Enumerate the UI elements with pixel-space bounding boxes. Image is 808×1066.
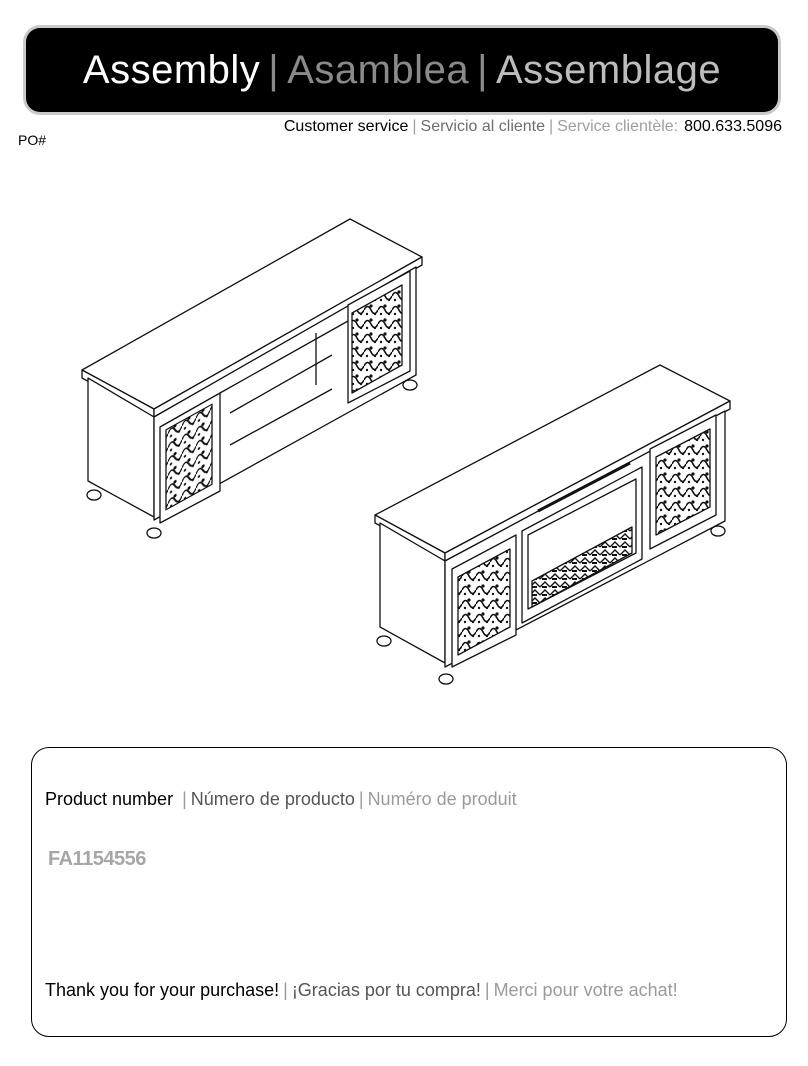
thanks-french: Merci pour votre achat! [493, 980, 678, 1000]
product-label-english: Product number [45, 789, 174, 809]
po-label: PO# [18, 132, 47, 148]
thank-you-line [45, 980, 678, 1001]
product-separator: | [358, 789, 364, 809]
page-title [83, 48, 721, 93]
service-label-french: Service clientèle: [557, 118, 679, 135]
title-separator: | [477, 47, 488, 92]
title-french: Assemblage [495, 47, 722, 92]
product-label-spanish: Número de producto [190, 789, 355, 809]
title-banner [26, 28, 778, 112]
service-separator: | [412, 118, 417, 135]
service-separator: | [549, 118, 554, 135]
fireplace-tv-stand-icon [375, 365, 730, 684]
service-label-spanish: Servicio al cliente [420, 118, 546, 135]
thanks-spanish: ¡Gracias por tu compra! [291, 980, 481, 1000]
title-english: Assembly [82, 47, 261, 92]
thanks-separator: | [283, 980, 288, 1000]
product-illustration [70, 205, 750, 705]
thanks-english: Thank you for your purchase! [45, 980, 280, 1000]
product-number-label [45, 789, 517, 810]
title-separator: | [268, 47, 280, 92]
product-separator: | [182, 789, 187, 809]
thanks-separator: | [484, 980, 490, 1000]
tv-stand-icon [82, 219, 422, 538]
service-phone: 800.633.5096 [684, 118, 782, 135]
product-number: FA1154556 [48, 848, 146, 870]
customer-service-line [284, 118, 782, 136]
product-label-french: Numéro de produit [367, 789, 517, 809]
service-label-english: Customer service [283, 118, 409, 135]
title-spanish: Asamblea [287, 47, 470, 92]
